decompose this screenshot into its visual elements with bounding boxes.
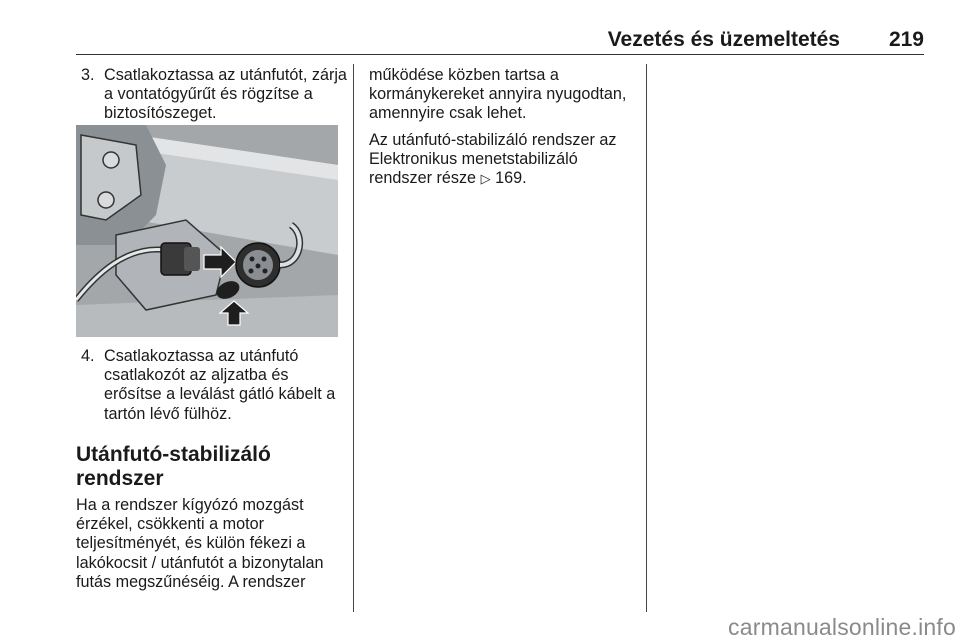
paragraph-line: teljesítményét, és külön fékezi a bbox=[76, 534, 306, 553]
step-number: 4. bbox=[81, 347, 95, 365]
step-text-line: csatlakozót az aljzatba és bbox=[104, 366, 289, 385]
step-text-line: Csatlakoztassa az utánfutót, zárja bbox=[104, 66, 347, 84]
reference-text: rendszer része bbox=[369, 169, 477, 188]
paragraph-line: lakókocsit / utánfutót a bizonytalan bbox=[76, 553, 324, 572]
watermark: carmanualsonline.info bbox=[728, 614, 956, 640]
column-divider-right bbox=[646, 64, 647, 612]
paragraph-line: amennyire csak lehet. bbox=[369, 104, 527, 123]
column-divider-left bbox=[353, 64, 354, 612]
page-reference-icon: ▷ bbox=[480, 172, 491, 188]
page-header bbox=[76, 26, 924, 55]
step-number: 3. bbox=[81, 66, 95, 84]
stability-paragraph bbox=[76, 496, 351, 592]
middle-column bbox=[369, 66, 639, 189]
step-text-line: erősítse a leválást gátló kábelt a bbox=[104, 385, 336, 404]
step-text-line: Csatlakoztassa az utánfutó bbox=[104, 347, 299, 365]
page-title: Vezetés és üzemeltetés bbox=[607, 28, 840, 51]
heading-line: Utánfutó-stabilizáló bbox=[76, 443, 271, 466]
paragraph-line: Elektronikus menetstabilizáló bbox=[369, 149, 578, 168]
section-heading bbox=[76, 443, 271, 491]
paragraph-line: Az utánfutó-stabilizáló rendszer az bbox=[369, 130, 617, 149]
tow-bar-illustration bbox=[76, 125, 338, 337]
paragraph-line: kormánykereket annyira nyugodtan, bbox=[369, 85, 627, 104]
paragraph-line: működése közben tartsa a bbox=[369, 66, 559, 84]
step-text-line: a vontatógyűrűt és rögzítse a bbox=[104, 85, 313, 104]
paragraph-line: futás megszűnéséig. A rendszer bbox=[76, 572, 306, 591]
heading-line: rendszer bbox=[76, 467, 164, 490]
reference-page-link[interactable]: 169. bbox=[495, 169, 527, 188]
trailer-connector-icon bbox=[236, 243, 280, 287]
step-text-line: tartón lévő fülhöz. bbox=[104, 404, 232, 423]
page-number: 219 bbox=[888, 28, 924, 51]
step-text-line: biztosítószeget. bbox=[104, 104, 217, 123]
paragraph-line: érzékel, csökkenti a motor bbox=[76, 515, 265, 534]
page-reference-line bbox=[369, 169, 639, 189]
illustration-svg bbox=[76, 125, 338, 337]
paragraph-line: Ha a rendszer kígyózó mozgást bbox=[76, 496, 304, 514]
